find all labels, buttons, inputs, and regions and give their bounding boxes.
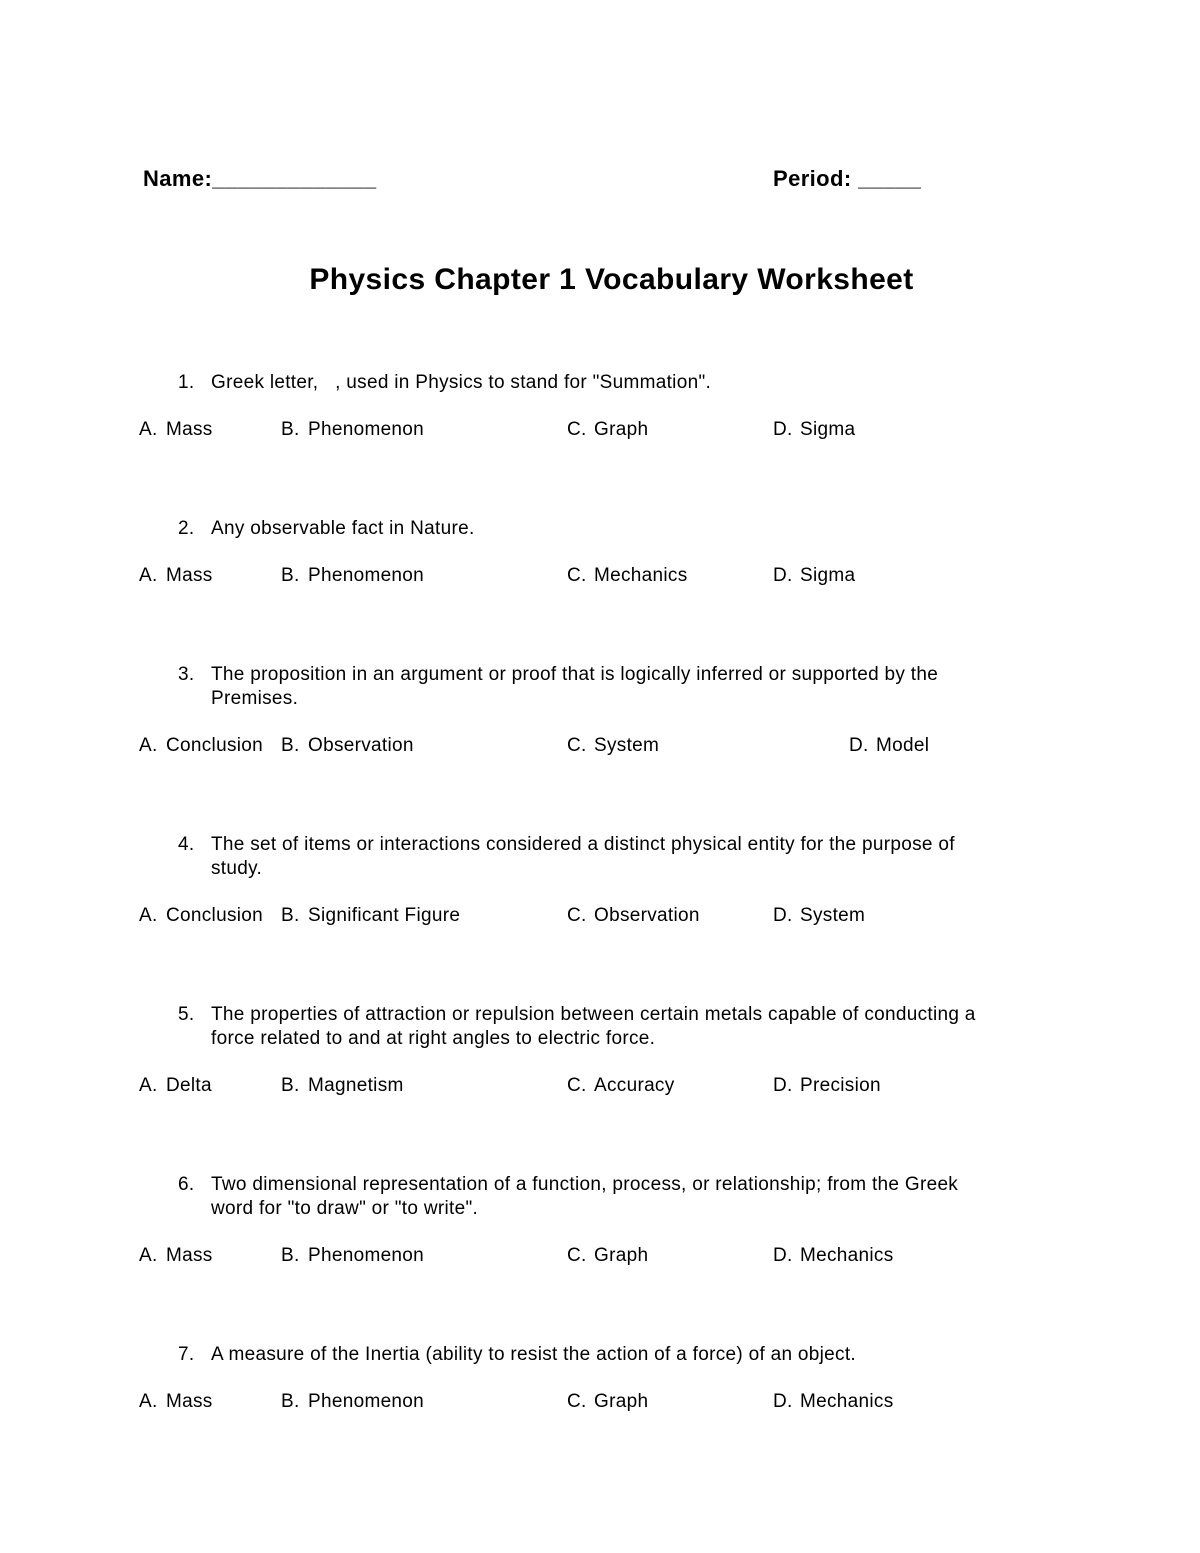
option-b xyxy=(281,564,424,588)
question-3-text xyxy=(143,663,1080,711)
option-letter: D. xyxy=(849,735,869,756)
option-label: Delta xyxy=(166,1075,212,1096)
option-letter: A. xyxy=(139,735,158,756)
option-d xyxy=(773,1390,894,1414)
option-label: Mass xyxy=(166,1245,213,1266)
option-label: Phenomenon xyxy=(308,565,425,586)
option-label: System xyxy=(800,905,866,926)
option-label: Mass xyxy=(166,565,213,586)
question-line: word for "to draw" or "to write". xyxy=(211,1198,479,1219)
option-label: Mass xyxy=(166,1391,213,1412)
option-letter: C. xyxy=(567,1391,587,1412)
option-letter: A. xyxy=(139,1245,158,1266)
option-label: Magnetism xyxy=(308,1075,404,1096)
option-label: Phenomenon xyxy=(308,1391,425,1412)
option-letter: B. xyxy=(281,1245,300,1266)
option-letter: B. xyxy=(281,1075,300,1096)
question-body xyxy=(211,1003,1080,1051)
option-c xyxy=(567,1390,648,1414)
question-6 xyxy=(139,1173,1080,1268)
question-4-text xyxy=(143,833,1080,881)
question-body xyxy=(211,371,1080,395)
option-b xyxy=(281,734,414,758)
question-line: study. xyxy=(211,858,263,879)
option-c xyxy=(567,904,700,928)
option-d xyxy=(773,1074,881,1098)
question-line: The set of items or interactions considered a distinct physical entity for the purpose of xyxy=(211,834,955,855)
question-number: 1. xyxy=(178,372,195,393)
question-body xyxy=(211,663,1080,711)
option-label: Phenomenon xyxy=(308,1245,425,1266)
question-line: The properties of attraction or repulsion between certain metals capable of conducting a xyxy=(211,1004,976,1025)
question-number: 2. xyxy=(178,518,195,539)
option-letter: A. xyxy=(139,1391,158,1412)
option-letter: B. xyxy=(281,419,300,440)
option-letter: A. xyxy=(139,565,158,586)
question-4 xyxy=(139,833,1080,928)
option-label: Conclusion xyxy=(166,905,263,926)
question-7-options xyxy=(139,1390,1080,1414)
question-number: 7. xyxy=(178,1344,195,1365)
option-c xyxy=(567,734,659,758)
questions-list xyxy=(139,371,1080,1414)
option-label: Mechanics xyxy=(800,1391,894,1412)
option-label: Mass xyxy=(166,419,213,440)
option-a xyxy=(139,1074,212,1098)
option-label: Observation xyxy=(308,735,414,756)
question-body xyxy=(211,1173,1080,1221)
question-body xyxy=(211,1343,1080,1367)
option-b xyxy=(281,1390,424,1414)
question-1-options xyxy=(139,418,1080,442)
option-label: Graph xyxy=(594,1391,649,1412)
question-number: 4. xyxy=(178,834,195,855)
header xyxy=(143,166,1080,194)
question-4-options xyxy=(139,904,1080,928)
question-line: Any observable fact in Nature. xyxy=(211,518,475,539)
question-5 xyxy=(139,1003,1080,1098)
question-6-text xyxy=(143,1173,1080,1221)
option-label: Graph xyxy=(594,1245,649,1266)
option-a xyxy=(139,1244,213,1268)
option-letter: C. xyxy=(567,419,587,440)
question-line: A measure of the Inertia (ability to resist the action of a force) of an object. xyxy=(211,1344,856,1365)
option-d xyxy=(773,564,855,588)
option-label: Graph xyxy=(594,419,649,440)
question-body xyxy=(211,833,1080,881)
option-label: Significant Figure xyxy=(308,905,461,926)
option-d xyxy=(849,734,929,758)
question-line: Premises. xyxy=(211,688,299,709)
option-label: Observation xyxy=(594,905,700,926)
option-letter: A. xyxy=(139,419,158,440)
question-3-options xyxy=(139,734,1080,758)
option-letter: D. xyxy=(773,419,793,440)
option-b xyxy=(281,1244,424,1268)
question-line: Greek letter, , used in Physics to stand for "Summation". xyxy=(211,372,712,393)
question-1-text xyxy=(143,371,1080,395)
question-number: 6. xyxy=(178,1174,195,1195)
option-label: Model xyxy=(876,735,930,756)
question-body xyxy=(211,517,1080,541)
question-line: Two dimensional representation of a function, process, or relationship; from the Greek xyxy=(211,1174,959,1195)
question-line: force related to and at right angles to electric force. xyxy=(211,1028,656,1049)
option-letter: D. xyxy=(773,1245,793,1266)
question-6-options xyxy=(139,1244,1080,1268)
question-5-options xyxy=(139,1074,1080,1098)
option-b xyxy=(281,1074,404,1098)
option-letter: A. xyxy=(139,905,158,926)
option-letter: D. xyxy=(773,1391,793,1412)
option-d xyxy=(773,1244,894,1268)
option-letter: D. xyxy=(773,905,793,926)
option-d xyxy=(773,418,855,442)
option-letter: A. xyxy=(139,1075,158,1096)
option-label: Accuracy xyxy=(594,1075,675,1096)
option-b xyxy=(281,418,424,442)
question-2-text xyxy=(143,517,1080,541)
question-number: 5. xyxy=(178,1004,195,1025)
option-letter: C. xyxy=(567,905,587,926)
option-letter: B. xyxy=(281,1391,300,1412)
option-letter: D. xyxy=(773,1075,793,1096)
question-2 xyxy=(139,517,1080,588)
option-label: System xyxy=(594,735,660,756)
option-label: Conclusion xyxy=(166,735,263,756)
option-a xyxy=(139,1390,213,1414)
option-b xyxy=(281,904,460,928)
period-field-label: Period: _____ xyxy=(773,166,922,191)
option-label: Sigma xyxy=(800,565,856,586)
question-1 xyxy=(139,371,1080,442)
name-field-label: Name:_____________ xyxy=(143,166,377,191)
option-a xyxy=(139,418,213,442)
option-c xyxy=(567,1074,675,1098)
option-c xyxy=(567,1244,648,1268)
option-a xyxy=(139,904,263,928)
option-label: Sigma xyxy=(800,419,856,440)
question-7 xyxy=(139,1343,1080,1414)
option-letter: C. xyxy=(567,1245,587,1266)
option-label: Mechanics xyxy=(594,565,688,586)
option-letter: D. xyxy=(773,565,793,586)
option-label: Phenomenon xyxy=(308,419,425,440)
option-letter: C. xyxy=(567,735,587,756)
option-letter: B. xyxy=(281,905,300,926)
option-a xyxy=(139,564,213,588)
option-letter: B. xyxy=(281,565,300,586)
option-a xyxy=(139,734,263,758)
option-c xyxy=(567,564,688,588)
question-3 xyxy=(139,663,1080,758)
question-7-text xyxy=(143,1343,1080,1367)
question-number: 3. xyxy=(178,664,195,685)
option-c xyxy=(567,418,648,442)
option-label: Precision xyxy=(800,1075,881,1096)
option-letter: B. xyxy=(281,735,300,756)
question-line: The proposition in an argument or proof that is logically inferred or supported by the xyxy=(211,664,939,685)
question-2-options xyxy=(139,564,1080,588)
option-label: Mechanics xyxy=(800,1245,894,1266)
option-letter: C. xyxy=(567,565,587,586)
option-d xyxy=(773,904,865,928)
option-letter: C. xyxy=(567,1075,587,1096)
page-title: Physics Chapter 1 Vocabulary Worksheet xyxy=(309,263,914,296)
question-5-text xyxy=(143,1003,1080,1051)
